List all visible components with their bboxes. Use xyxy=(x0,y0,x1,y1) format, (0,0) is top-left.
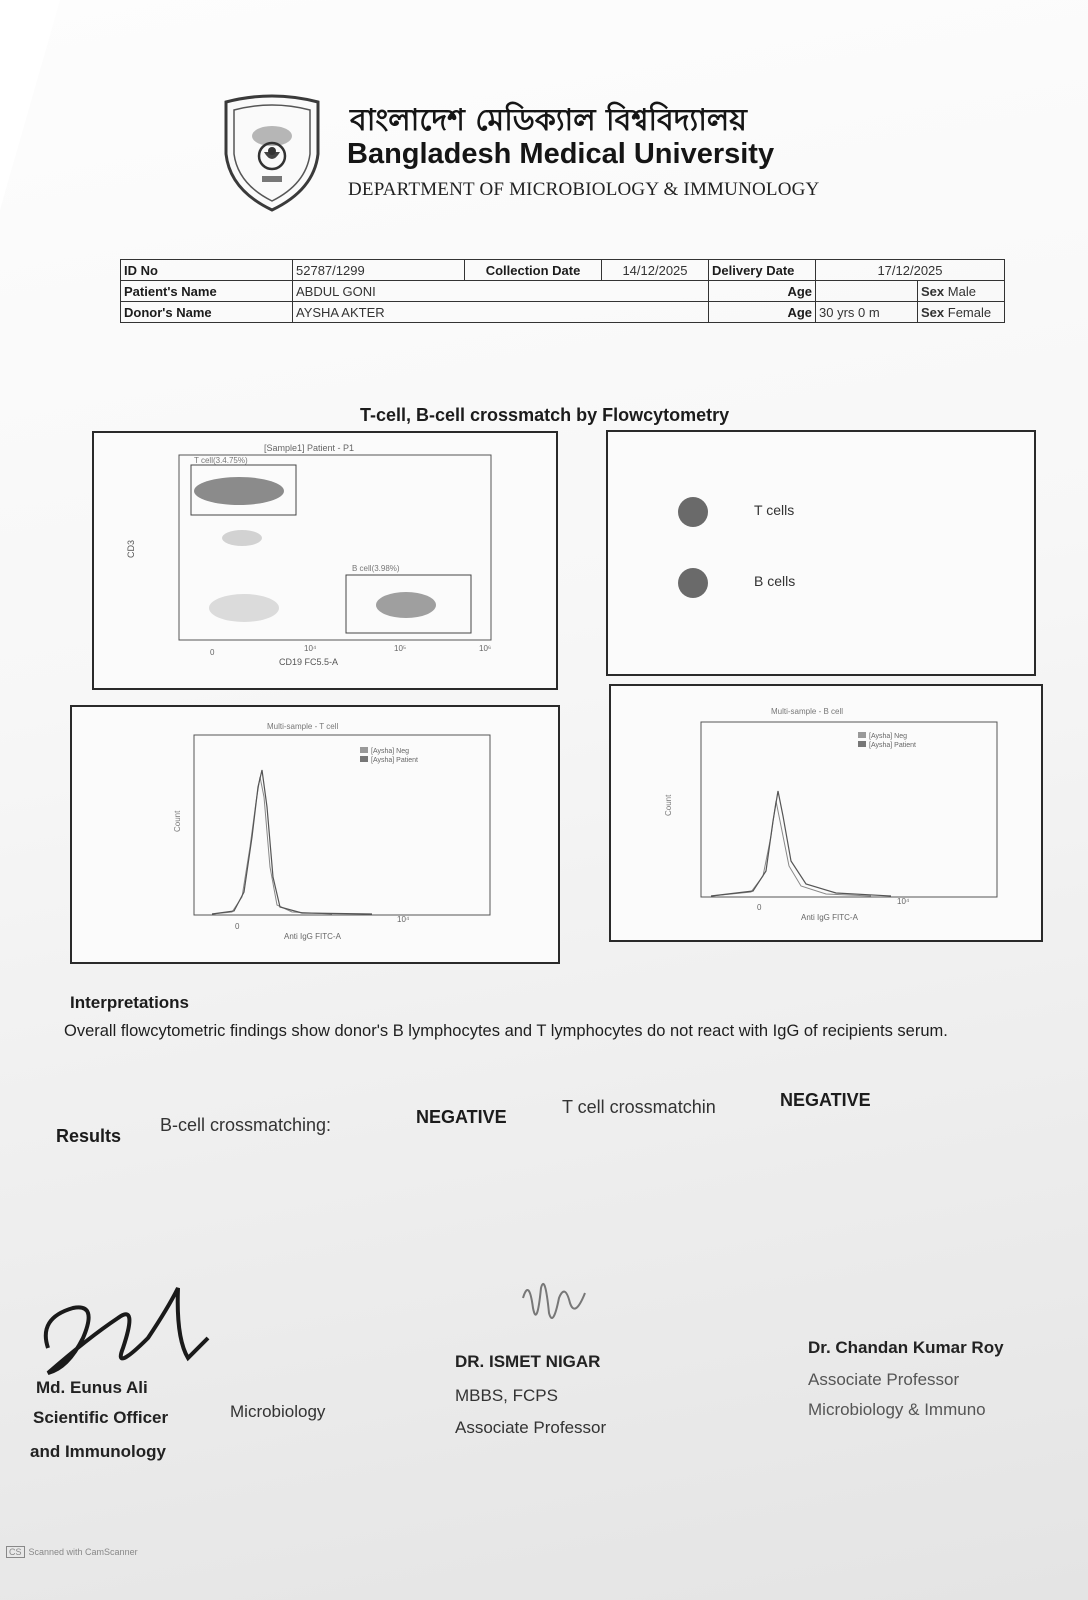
patient-age-value xyxy=(816,281,918,302)
interpretation-heading: Interpretations xyxy=(70,993,190,1012)
x-tick: 0 xyxy=(235,922,240,931)
department-title: DEPARTMENT OF MICROBIOLOGY & IMMUNOLOGY xyxy=(348,179,820,200)
donor-sex-value: Female xyxy=(947,304,992,320)
patient-curve xyxy=(212,770,372,914)
b-cell-histogram-panel xyxy=(609,684,1043,942)
patient-sex-cell xyxy=(918,281,1005,302)
table-row xyxy=(121,260,1005,281)
legend-entry: [Aysha] Neg xyxy=(371,748,410,755)
t-cell-crossmatch-label: T cell crossmatchin xyxy=(562,1097,716,1117)
left-signatory-name: Md. Eunus Ali xyxy=(36,1378,148,1397)
histogram-xlabel: Anti IgG FITC-A xyxy=(284,932,341,941)
university-title-english: Bangladesh Medical University xyxy=(347,138,775,170)
results-label: Results xyxy=(56,1126,122,1146)
t-cell-crossmatch-result: NEGATIVE xyxy=(780,1090,871,1110)
patient-curve xyxy=(711,791,891,896)
histogram-title: Multi-sample - B cell xyxy=(771,707,844,716)
negative-control-curve xyxy=(212,777,332,914)
histogram-ylabel: Count xyxy=(173,810,182,832)
legend-entry: [Aysha] Patient xyxy=(371,757,418,764)
histogram-title: Multi-sample - T cell xyxy=(267,722,339,731)
legend-swatch xyxy=(858,732,866,738)
t-cell-cluster xyxy=(194,477,284,505)
collection-date-label: Collection Date xyxy=(465,260,602,281)
b-cell-marker-icon xyxy=(678,568,708,598)
t-gate-label: T cell(3.4.75%) xyxy=(194,456,248,465)
dot-plot-ylabel: CD3 xyxy=(126,539,136,558)
legend-panel xyxy=(606,430,1036,676)
x-tick: 0 xyxy=(210,648,215,657)
x-tick: 10⁴ xyxy=(397,915,410,924)
patient-sex-label: Sex xyxy=(921,283,945,299)
legend-entry: [Aysha] Patient xyxy=(869,742,916,749)
legend-entry: [Aysha] Neg xyxy=(869,733,908,740)
page-fold-corner xyxy=(0,0,60,210)
signature-left xyxy=(28,1278,218,1388)
donor-age-value: 30 yrs 0 m xyxy=(816,302,918,323)
t-cell-histogram-panel xyxy=(70,705,560,964)
table-row xyxy=(121,302,1005,323)
donor-sex-cell xyxy=(918,302,1005,323)
delivery-date-label: Delivery Date xyxy=(709,260,816,281)
right-signatory-name: Dr. Chandan Kumar Roy xyxy=(808,1338,1004,1357)
id-label: ID No xyxy=(121,260,293,281)
dot-plot-title: [Sample1] Patient - P1 xyxy=(264,443,355,453)
right-signatory-dept: Microbiology & Immuno xyxy=(808,1400,986,1419)
patient-name-value: ABDUL GONI xyxy=(293,281,709,302)
dot-plot xyxy=(94,433,556,688)
university-title-bangla: বাংলাদেশ মেডিক্যাল বিশ্ববিদ্যালয় xyxy=(350,103,747,138)
histogram-ylabel: Count xyxy=(664,794,673,816)
interpretation-text: Overall flowcytometric findings show donor's B lymphocytes and T lymphocytes do not react with IgG of recipients serum. xyxy=(64,1022,948,1040)
b-cells-label: B cells xyxy=(754,573,796,589)
patient-name-label: Patient's Name xyxy=(121,281,293,302)
scanner-watermark xyxy=(6,1546,138,1558)
donor-sex-label: Sex xyxy=(921,304,945,320)
b-gate-label: B cell(3.98%) xyxy=(352,564,400,573)
scanner-text: Scanned with CamScanner xyxy=(28,1547,138,1557)
b-cell-crossmatch-label: B-cell crossmatching: xyxy=(160,1115,332,1135)
signature-middle xyxy=(515,1268,595,1338)
camscanner-icon: CS xyxy=(6,1546,25,1558)
negative-control-curve xyxy=(711,801,871,896)
b-cell-histogram xyxy=(611,686,1041,940)
legend-swatch xyxy=(360,756,368,762)
table-row xyxy=(121,281,1005,302)
legend-swatch xyxy=(858,741,866,747)
middle-signatory-title: Associate Professor xyxy=(455,1418,607,1437)
t-cell-histogram xyxy=(72,707,558,962)
university-seal-icon xyxy=(222,94,322,212)
t-cell-marker-icon xyxy=(678,497,708,527)
x-tick: 10⁴ xyxy=(897,897,910,906)
negative-cluster xyxy=(209,594,279,622)
b-cell-cluster xyxy=(376,592,436,618)
patient-info-table xyxy=(120,259,1005,323)
donor-age-label: Age xyxy=(709,302,816,323)
delivery-date-value: 17/12/2025 xyxy=(816,260,1005,281)
legend-swatch xyxy=(360,747,368,753)
right-signatory-title: Associate Professor xyxy=(808,1370,960,1389)
donor-name-label: Donor's Name xyxy=(121,302,293,323)
minor-cluster xyxy=(222,530,262,546)
section-title: T-cell, B-cell crossmatch by Flowcytometry xyxy=(360,405,730,425)
left-signatory-dept: Microbiology xyxy=(230,1402,326,1421)
patient-age-label: Age xyxy=(709,281,816,302)
dot-plot-panel xyxy=(92,431,558,690)
dot-plot-xlabel: CD19 FC5.5-A xyxy=(279,657,339,667)
x-tick: 10⁶ xyxy=(479,644,492,653)
histogram-xlabel: Anti IgG FITC-A xyxy=(801,913,858,922)
left-signatory-title: Scientific Officer xyxy=(33,1408,169,1427)
t-cells-label: T cells xyxy=(754,502,795,518)
x-tick: 0 xyxy=(757,903,762,912)
x-tick: 10⁵ xyxy=(394,644,407,653)
collection-date-value: 14/12/2025 xyxy=(602,260,709,281)
middle-signatory-degree: MBBS, FCPS xyxy=(455,1386,558,1405)
donor-name-value: AYSHA AKTER xyxy=(293,302,709,323)
patient-sex-value: Male xyxy=(947,283,976,299)
x-tick: 10⁴ xyxy=(304,644,317,653)
middle-signatory-name: DR. ISMET NIGAR xyxy=(455,1352,601,1371)
b-cell-crossmatch-result: NEGATIVE xyxy=(416,1107,507,1127)
id-value: 52787/1299 xyxy=(293,260,465,281)
left-signatory-dept-2: and Immunology xyxy=(30,1442,166,1461)
